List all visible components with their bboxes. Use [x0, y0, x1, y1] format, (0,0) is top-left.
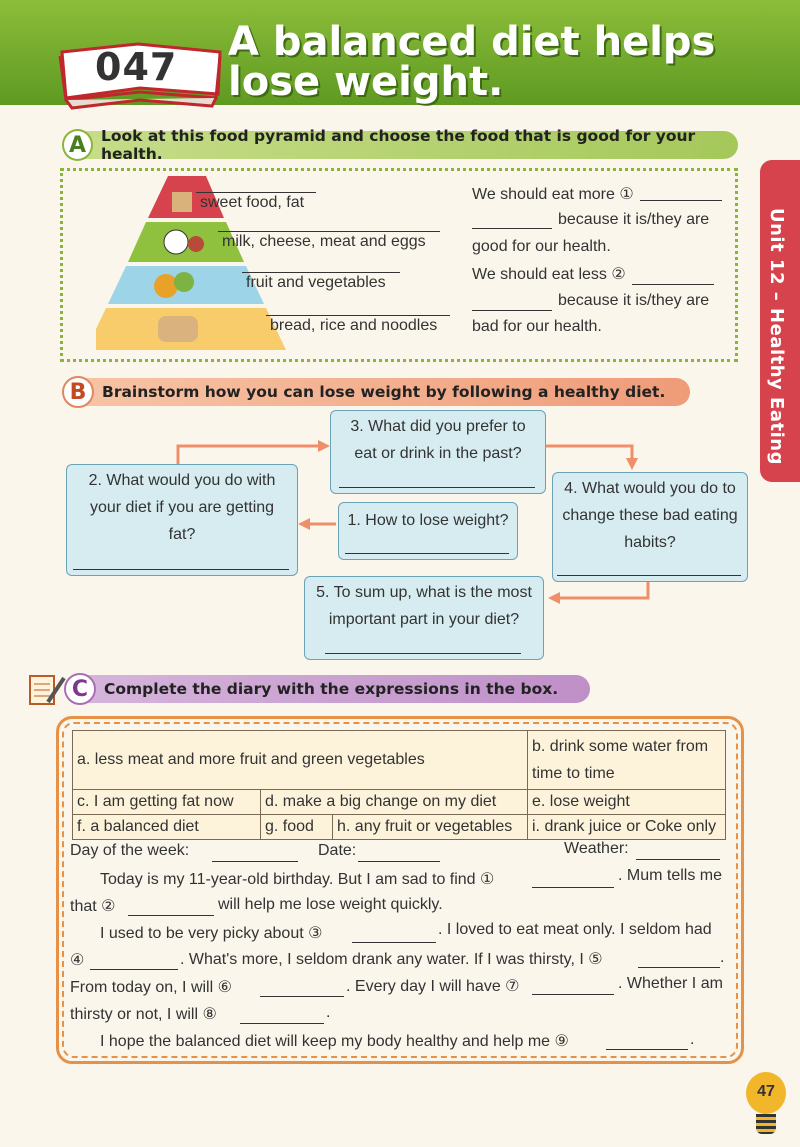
option-a: a. less meat and more fruit and green vegetables — [73, 731, 528, 790]
blank-7[interactable] — [532, 994, 614, 995]
weather-field[interactable] — [636, 859, 720, 860]
diary-text: . — [720, 949, 725, 966]
day-field[interactable] — [212, 861, 298, 862]
date-field[interactable] — [358, 861, 440, 862]
blank-3[interactable] — [352, 942, 436, 943]
bread-icon — [158, 316, 198, 342]
sentence2-end: bad for our health. — [472, 318, 602, 335]
diary-text: . Every day I will have ⑦ — [346, 978, 520, 995]
pyramid-level-4: bread, rice and noodles — [270, 317, 438, 334]
sentence1-middle: because it is/they are — [558, 211, 710, 228]
cake-icon — [172, 192, 192, 212]
pyramid-level-2: milk, cheese, meat and eggs — [222, 233, 426, 250]
sentence1-start: We should eat more ① — [472, 186, 634, 203]
brainstorm-q2: 2. What would you do with your diet if you are getting fat? — [66, 464, 298, 576]
section-instruction: Brainstorm how you can lose weight by following a healthy diet. — [102, 383, 666, 401]
section-letter: A — [62, 129, 93, 161]
diary-text: . Whether I am — [618, 975, 723, 992]
lesson-number: 047 — [95, 45, 178, 89]
blank-6[interactable] — [260, 996, 344, 997]
diary-text: . Mum tells me — [618, 867, 723, 884]
section-letter: C — [64, 673, 96, 705]
diary-text: . — [326, 1004, 331, 1021]
diary-text: ④ — [70, 952, 85, 969]
section-letter: B — [62, 376, 94, 408]
section-instruction: Look at this food pyramid and choose the food that is good for your health. — [100, 127, 696, 163]
blank-1a[interactable] — [640, 200, 722, 201]
option-f: f. a balanced diet — [73, 815, 261, 840]
weather-label: Weather: — [564, 840, 629, 857]
sentence1-end: good for our health. — [472, 238, 611, 255]
blank-9[interactable] — [606, 1049, 688, 1050]
diary-text: thirsty or not, I will ⑧ — [70, 1006, 217, 1023]
pyramid-level-3: fruit and vegetables — [246, 274, 386, 291]
brainstorm-q4: 4. What would you do to change these bad eating habits? — [552, 472, 748, 582]
diary-text: . — [690, 1031, 695, 1048]
section-instruction: Complete the diary with the expressions in the box. — [104, 680, 559, 698]
blank-2[interactable] — [128, 915, 214, 916]
diary-text: . I loved to eat meat only. I seldom had — [438, 921, 712, 938]
blank-2b[interactable] — [472, 310, 552, 311]
unit-tab-label: Unit 12 – Healthy Eating — [766, 208, 787, 465]
sentence2-middle: because it is/they are — [558, 292, 710, 309]
lightbulb-icon — [756, 1114, 776, 1134]
blank-1[interactable] — [532, 887, 614, 888]
option-h: h. any fruit or vegetables — [333, 815, 528, 840]
diary-text: From today on, I will ⑥ — [70, 979, 232, 996]
diary-text: Today is my 11-year-old birthday. But I am sad to find ① — [100, 871, 495, 888]
cow-icon — [164, 230, 188, 254]
brainstorm-q5: 5. To sum up, what is the most important part in your diet? — [304, 576, 544, 660]
diary-text: that ② — [70, 898, 116, 915]
section-c-banner — [68, 675, 590, 703]
option-d: d. make a big change on my diet — [261, 790, 528, 815]
blank-8[interactable] — [240, 1023, 324, 1024]
sentence2-start: We should eat less ② — [472, 266, 626, 283]
brainstorm-q3: 3. What did you prefer to eat or drink in the past? — [330, 410, 546, 494]
meat-icon — [188, 236, 204, 252]
notepad-pencil-icon — [28, 672, 68, 708]
option-e: e. lose weight — [528, 790, 726, 815]
page-number: 47 — [746, 1072, 786, 1114]
blank-1b[interactable] — [472, 228, 552, 229]
option-b: b. drink some water from time to time — [528, 731, 726, 790]
brainstorm-q1: 1. How to lose weight? — [338, 502, 518, 560]
diary-text: I hope the balanced diet will keep my body healthy and help me ⑨ — [100, 1033, 569, 1050]
answer-line-q1[interactable] — [345, 553, 509, 554]
diary-text: will help me lose weight quickly. — [218, 896, 443, 913]
page-title: A balanced diet helps lose weight. — [228, 19, 716, 105]
blank-4[interactable] — [90, 969, 178, 970]
pyramid-level-1: sweet food, fat — [200, 194, 305, 211]
blank-2a[interactable] — [632, 284, 714, 285]
blank-5[interactable] — [638, 967, 720, 968]
option-i: i. drank juice or Coke only — [528, 815, 726, 840]
expression-box — [72, 730, 726, 840]
diary-text: . What's more, I seldom drank any water. If I was thirsty, I ⑤ — [180, 951, 603, 968]
option-g: g. food — [261, 815, 333, 840]
answer-line-q5[interactable] — [325, 653, 521, 654]
date-label: Date: — [318, 842, 357, 859]
diary-text: I used to be very picky about ③ — [100, 925, 323, 942]
option-c: c. I am getting fat now — [73, 790, 261, 815]
fruit-icon — [154, 274, 178, 298]
answer-line-q2[interactable] — [73, 569, 289, 570]
answer-line-q4[interactable] — [557, 575, 741, 576]
day-label: Day of the week: — [70, 842, 190, 859]
answer-line-q3[interactable] — [339, 487, 535, 488]
section-a-banner — [66, 127, 738, 163]
